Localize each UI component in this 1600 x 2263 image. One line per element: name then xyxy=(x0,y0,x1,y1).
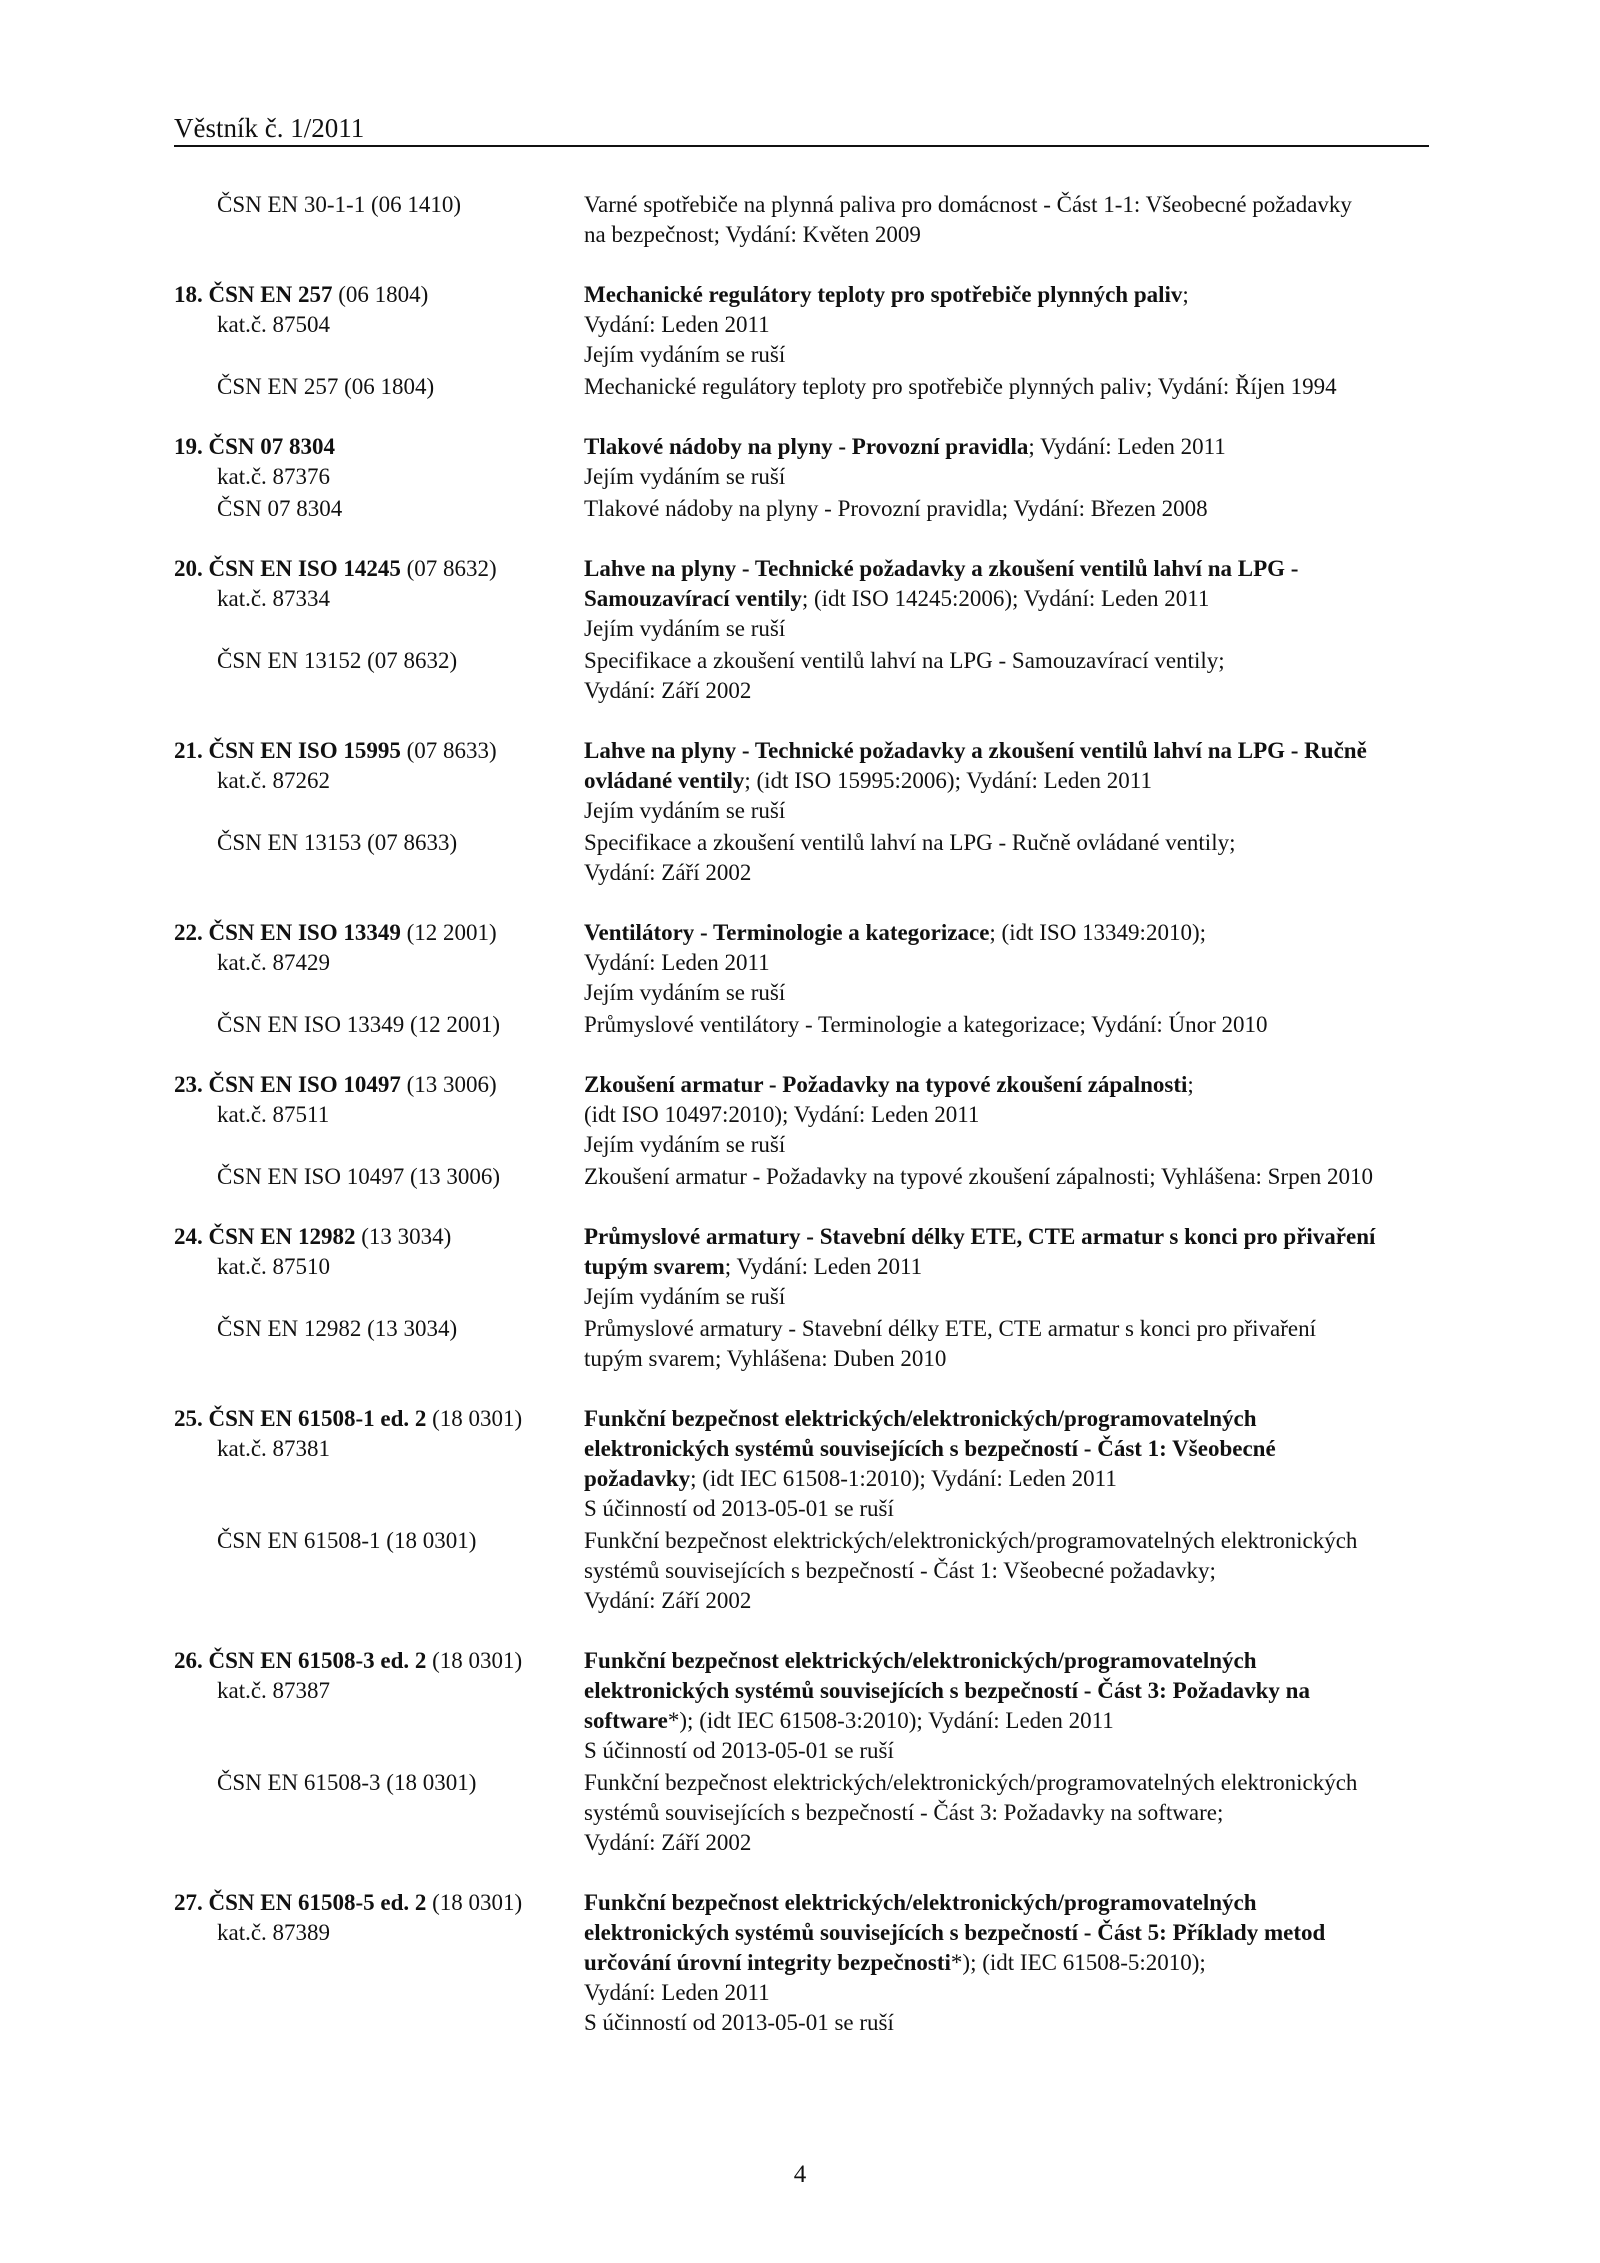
title-bold: Lahve na plyny - Technické požadavky a zkoušení ventilů lahví na LPG - xyxy=(584,556,1299,581)
replaced-code: ČSN EN 61508-3 (18 0301) xyxy=(217,1770,477,1795)
info-line: Vydání: Leden 2011 xyxy=(584,950,770,975)
replaced-left xyxy=(174,1526,584,1616)
replaced-right xyxy=(584,1768,1429,1858)
standard-entry xyxy=(174,1404,1429,1616)
title-bold: elektronických systémů souvisejících s bezpečností - Část 3: Požadavky na xyxy=(584,1678,1310,1703)
standard-title xyxy=(584,1070,1429,1100)
title-line xyxy=(584,1252,1429,1282)
entry-left xyxy=(174,736,584,826)
title-bold: tupým svarem xyxy=(584,1254,725,1279)
replaced-row xyxy=(174,1010,1429,1040)
info-line: Vydání: Leden 2011 xyxy=(584,1980,770,2005)
standard-code-class: (12 2001) xyxy=(400,920,497,945)
standard-code xyxy=(174,432,584,462)
title-rest: ; xyxy=(1187,1072,1194,1097)
title-rest: *); (idt IEC 61508-5:2010); xyxy=(950,1950,1206,1975)
replaced-left xyxy=(174,1162,584,1192)
title-bold: ovládané ventily xyxy=(584,768,745,793)
title-bold: Průmyslové armatury - Stavební délky ETE, CTE armatur s konci pro přivaření xyxy=(584,1224,1376,1249)
standard-code xyxy=(174,554,584,584)
page-header-title: Věstník č. 1/2011 xyxy=(174,113,365,143)
entry-left xyxy=(174,918,584,1008)
entry-right xyxy=(584,1404,1429,1524)
replaced-text-line: Tlakové nádoby na plyny - Provozní pravidla; Vydání: Březen 2008 xyxy=(584,496,1208,521)
entry-right xyxy=(584,432,1429,492)
title-line xyxy=(584,1888,1429,1918)
title-bold: Funkční bezpečnost elektrických/elektronických/programovatelných xyxy=(584,1406,1257,1431)
standard-code-class: (18 0301) xyxy=(426,1890,523,1915)
standard-entry xyxy=(174,918,1429,1040)
entry-left xyxy=(174,1222,584,1312)
replaced-text-line: Průmyslové ventilátory - Terminologie a kategorizace; Vydání: Únor 2010 xyxy=(584,1012,1268,1037)
replaced-right xyxy=(584,1314,1429,1374)
info-line: S účinností od 2013-05-01 se ruší xyxy=(584,1496,894,1521)
standard-code-bold: 25. ČSN EN 61508-1 ed. 2 xyxy=(174,1406,427,1431)
standard-entry xyxy=(174,736,1429,888)
info-line: Jejím vydáním se ruší xyxy=(584,798,786,823)
standard-title xyxy=(584,736,1429,796)
catalog-number: kat.č. 87429 xyxy=(217,950,331,975)
title-rest: ; (idt IEC 61508-1:2010); Vydání: Leden 2011 xyxy=(690,1466,1117,1491)
replaced-text-line: Vydání: Září 2002 xyxy=(584,860,752,885)
standard-code-class: (18 0301) xyxy=(426,1648,523,1673)
catalog-number: kat.č. 87389 xyxy=(217,1920,331,1945)
catalog-number: kat.č. 87381 xyxy=(217,1436,331,1461)
replaced-text-line: Specifikace a zkoušení ventilů lahví na LPG - Ručně ovládané ventily; xyxy=(584,830,1236,855)
title-line xyxy=(584,1222,1429,1252)
title-line xyxy=(584,766,1429,796)
standard-code xyxy=(174,1404,584,1434)
info-line: (idt ISO 10497:2010); Vydání: Leden 2011 xyxy=(584,1102,980,1127)
standard-entry xyxy=(174,280,1429,402)
standard-code xyxy=(174,1070,584,1100)
title-rest: ; (idt ISO 15995:2006); Vydání: Leden 2011 xyxy=(744,768,1152,793)
standard-code-bold: 27. ČSN EN 61508-5 ed. 2 xyxy=(174,1890,427,1915)
standard-title xyxy=(584,1222,1429,1282)
entry-right xyxy=(584,736,1429,826)
title-line xyxy=(584,1948,1429,1978)
info-line: Vydání: Leden 2011 xyxy=(584,312,770,337)
replaced-text-line: Vydání: Září 2002 xyxy=(584,678,752,703)
standard-entry xyxy=(174,1646,1429,1858)
info-line: Jejím vydáním se ruší xyxy=(584,980,786,1005)
replaced-text-line: Zkoušení armatur - Požadavky na typové zkoušení zápalnosti; Vyhlášena: Srpen 2010 xyxy=(584,1164,1374,1189)
standard-code-bold: 20. ČSN EN ISO 14245 xyxy=(174,556,401,581)
replaced-text-line: Mechanické regulátory teploty pro spotřebiče plynných paliv; Vydání: Říjen 1994 xyxy=(584,374,1337,399)
entry-left xyxy=(174,1070,584,1160)
replaced-right xyxy=(584,1162,1429,1192)
title-line xyxy=(584,554,1429,584)
entry-left xyxy=(174,432,584,492)
standard-code-bold: 21. ČSN EN ISO 15995 xyxy=(174,738,401,763)
title-rest: ; Vydání: Leden 2011 xyxy=(1028,434,1226,459)
standard-entry xyxy=(174,432,1429,524)
standard-title xyxy=(584,432,1429,462)
title-line xyxy=(584,1646,1429,1676)
replaced-text-line: Vydání: Září 2002 xyxy=(584,1588,752,1613)
entry-left xyxy=(174,280,584,370)
standard-code-bold: 26. ČSN EN 61508-3 ed. 2 xyxy=(174,1648,427,1673)
title-rest: ; (idt ISO 13349:2010); xyxy=(989,920,1207,945)
replaced-code: ČSN EN ISO 10497 (13 3006) xyxy=(217,1164,501,1189)
replaced-right xyxy=(584,494,1429,524)
title-bold: Funkční bezpečnost elektrických/elektronických/programovatelných xyxy=(584,1648,1257,1673)
entry-left xyxy=(174,1888,584,2038)
replaced-right xyxy=(584,1010,1429,1040)
title-line xyxy=(584,280,1429,310)
info-line: S účinností od 2013-05-01 se ruší xyxy=(584,2010,894,2035)
standard-code-class: (18 0301) xyxy=(426,1406,523,1431)
replaced-text-line: Funkční bezpečnost elektrických/elektronických/programovatelných elektronických xyxy=(584,1528,1358,1553)
standard-code xyxy=(174,918,584,948)
title-bold: Funkční bezpečnost elektrických/elektronických/programovatelných xyxy=(584,1890,1257,1915)
replaced-code: ČSN EN 30-1-1 (06 1410) xyxy=(217,192,462,217)
replaced-code: ČSN EN ISO 13349 (12 2001) xyxy=(217,1012,501,1037)
info-line: Jejím vydáním se ruší xyxy=(584,464,786,489)
title-rest: ; Vydání: Leden 2011 xyxy=(724,1254,923,1279)
replaced-left xyxy=(174,1768,584,1858)
standard-code xyxy=(174,1888,584,1918)
standard-code xyxy=(174,1222,584,1252)
title-bold: elektronických systémů souvisejících s bezpečností - Část 5: Příklady metod xyxy=(584,1920,1326,1945)
title-bold: Zkoušení armatur - Požadavky na typové zkoušení zápalnosti xyxy=(584,1072,1188,1097)
entry-right xyxy=(584,1646,1429,1766)
catalog-number: kat.č. 87504 xyxy=(217,312,331,337)
standard-title xyxy=(584,554,1429,614)
replaced-text-line: Varné spotřebiče na plynná paliva pro domácnost - Část 1-1: Všeobecné požadavky xyxy=(584,192,1352,217)
page-number: 4 xyxy=(793,2161,807,2188)
entry-right xyxy=(584,1888,1429,2038)
standard-title xyxy=(584,918,1429,948)
replaced-text-line: na bezpečnost; Vydání: Květen 2009 xyxy=(584,222,921,247)
entry-right xyxy=(584,190,1429,250)
standard-entry xyxy=(174,1222,1429,1374)
standard-code-bold: 22. ČSN EN ISO 13349 xyxy=(174,920,401,945)
info-line: Jejím vydáním se ruší xyxy=(584,342,786,367)
catalog-number: kat.č. 87334 xyxy=(217,586,331,611)
entry-right xyxy=(584,280,1429,370)
title-bold: požadavky xyxy=(584,1466,691,1491)
entry-row xyxy=(174,1222,1429,1312)
entry-row xyxy=(174,1646,1429,1766)
replaced-code: ČSN EN 12982 (13 3034) xyxy=(217,1316,458,1341)
title-line xyxy=(584,1434,1429,1464)
catalog-number: kat.č. 87510 xyxy=(217,1254,331,1279)
entry-left xyxy=(174,1646,584,1766)
replaced-text-line: systémů souvisejících s bezpečností - Část 1: Všeobecné požadavky; xyxy=(584,1558,1216,1583)
replaced-text-line: Funkční bezpečnost elektrických/elektronických/programovatelných elektronických xyxy=(584,1770,1358,1795)
title-line xyxy=(584,918,1429,948)
standard-title xyxy=(584,1646,1429,1736)
info-line: S účinností od 2013-05-01 se ruší xyxy=(584,1738,894,1763)
title-line xyxy=(584,584,1429,614)
title-line xyxy=(584,1464,1429,1494)
standard-code-class: (06 1804) xyxy=(332,282,429,307)
replaced-text-line: Vydání: Září 2002 xyxy=(584,1830,752,1855)
replaced-right xyxy=(584,372,1429,402)
title-bold: určování úrovní integrity bezpečnosti xyxy=(584,1950,951,1975)
entry-right xyxy=(584,554,1429,644)
standard-entry xyxy=(174,1070,1429,1192)
replaced-row xyxy=(174,828,1429,888)
title-bold: Samouzavírací ventily xyxy=(584,586,802,611)
entry-row xyxy=(174,1070,1429,1160)
replaced-row xyxy=(174,1768,1429,1858)
replaced-code: ČSN EN 257 (06 1804) xyxy=(217,374,435,399)
replaced-right xyxy=(584,646,1429,706)
title-bold: Mechanické regulátory teploty pro spotřebiče plynných paliv xyxy=(584,282,1183,307)
standard-code-class: (13 3034) xyxy=(355,1224,452,1249)
entry-left xyxy=(174,554,584,644)
replaced-left xyxy=(174,646,584,706)
standard-code-class: (13 3006) xyxy=(400,1072,497,1097)
entry-row xyxy=(174,1404,1429,1524)
entry-row xyxy=(174,918,1429,1008)
title-bold: elektronických systémů souvisejících s bezpečností - Část 1: Všeobecné xyxy=(584,1436,1276,1461)
info-line: Jejím vydáním se ruší xyxy=(584,1132,786,1157)
title-bold: Tlakové nádoby na plyny - Provozní pravidla xyxy=(584,434,1029,459)
entry-right xyxy=(584,918,1429,1008)
entry-right xyxy=(584,1222,1429,1312)
replaced-right xyxy=(584,828,1429,888)
entry-row xyxy=(174,432,1429,492)
replaced-code: ČSN 07 8304 xyxy=(217,496,343,521)
entry-row xyxy=(174,1888,1429,2038)
catalog-number: kat.č. 87511 xyxy=(217,1102,330,1127)
title-line xyxy=(584,1070,1429,1100)
replaced-row xyxy=(174,1162,1429,1192)
title-line xyxy=(584,1404,1429,1434)
entry-left xyxy=(174,190,584,250)
replaced-code: ČSN EN 61508-1 (18 0301) xyxy=(217,1528,477,1553)
standards-list xyxy=(174,190,1429,2068)
standard-title xyxy=(584,280,1429,310)
catalog-number: kat.č. 87262 xyxy=(217,768,331,793)
standard-title xyxy=(584,1888,1429,1978)
standard-code xyxy=(174,736,584,766)
title-rest: ; (idt ISO 14245:2006); Vydání: Leden 2011 xyxy=(801,586,1210,611)
entry-left xyxy=(174,1404,584,1524)
entry-row xyxy=(174,554,1429,644)
title-bold: software xyxy=(584,1708,668,1733)
standard-code-class: (07 8632) xyxy=(400,556,497,581)
title-line xyxy=(584,1918,1429,1948)
replaced-left xyxy=(174,1314,584,1374)
entry-row xyxy=(174,190,1429,250)
title-line xyxy=(584,432,1429,462)
entry-row xyxy=(174,736,1429,826)
replaced-left xyxy=(174,372,584,402)
standard-entry xyxy=(174,554,1429,706)
standard-entry xyxy=(174,1888,1429,2038)
replaced-code: ČSN EN 13152 (07 8632) xyxy=(217,648,458,673)
replaced-code: ČSN EN 13153 (07 8633) xyxy=(217,830,458,855)
replaced-right xyxy=(584,1526,1429,1616)
standard-code-class: (07 8633) xyxy=(400,738,497,763)
title-bold: Ventilátory - Terminologie a kategorizace xyxy=(584,920,990,945)
title-line xyxy=(584,1706,1429,1736)
title-line xyxy=(584,736,1429,766)
replaced-row xyxy=(174,494,1429,524)
standard-entry xyxy=(174,190,1429,250)
header-rule xyxy=(174,145,1429,147)
replaced-text-line: Průmyslové armatury - Stavební délky ETE, CTE armatur s konci pro přivaření xyxy=(584,1316,1316,1341)
standard-code-bold: 19. ČSN 07 8304 xyxy=(174,434,336,459)
replaced-text-line: Specifikace a zkoušení ventilů lahví na LPG - Samouzavírací ventily; xyxy=(584,648,1225,673)
standard-code xyxy=(174,280,584,310)
standard-title xyxy=(584,1404,1429,1494)
title-line xyxy=(584,1676,1429,1706)
replaced-row xyxy=(174,372,1429,402)
title-rest: ; xyxy=(1182,282,1189,307)
info-line: Jejím vydáním se ruší xyxy=(584,1284,786,1309)
entry-right xyxy=(584,1070,1429,1160)
replaced-row xyxy=(174,646,1429,706)
replaced-text-line: tupým svarem; Vyhlášena: Duben 2010 xyxy=(584,1346,947,1371)
entry-row xyxy=(174,280,1429,370)
info-line: Jejím vydáním se ruší xyxy=(584,616,786,641)
replaced-left xyxy=(174,1010,584,1040)
title-bold: Lahve na plyny - Technické požadavky a zkoušení ventilů lahví na LPG - Ručně xyxy=(584,738,1367,763)
replaced-left xyxy=(174,828,584,888)
replaced-row xyxy=(174,1526,1429,1616)
title-rest: *); (idt IEC 61508-3:2010); Vydání: Leden 2011 xyxy=(667,1708,1114,1733)
replaced-left xyxy=(174,494,584,524)
replaced-row xyxy=(174,1314,1429,1374)
replaced-text-line: systémů souvisejících s bezpečností - Část 3: Požadavky na software; xyxy=(584,1800,1224,1825)
standard-code-bold: 18. ČSN EN 257 xyxy=(174,282,333,307)
standard-code xyxy=(174,1646,584,1676)
standard-code-bold: 24. ČSN EN 12982 xyxy=(174,1224,356,1249)
catalog-number: kat.č. 87376 xyxy=(217,464,331,489)
standard-code-bold: 23. ČSN EN ISO 10497 xyxy=(174,1072,401,1097)
catalog-number: kat.č. 87387 xyxy=(217,1678,331,1703)
